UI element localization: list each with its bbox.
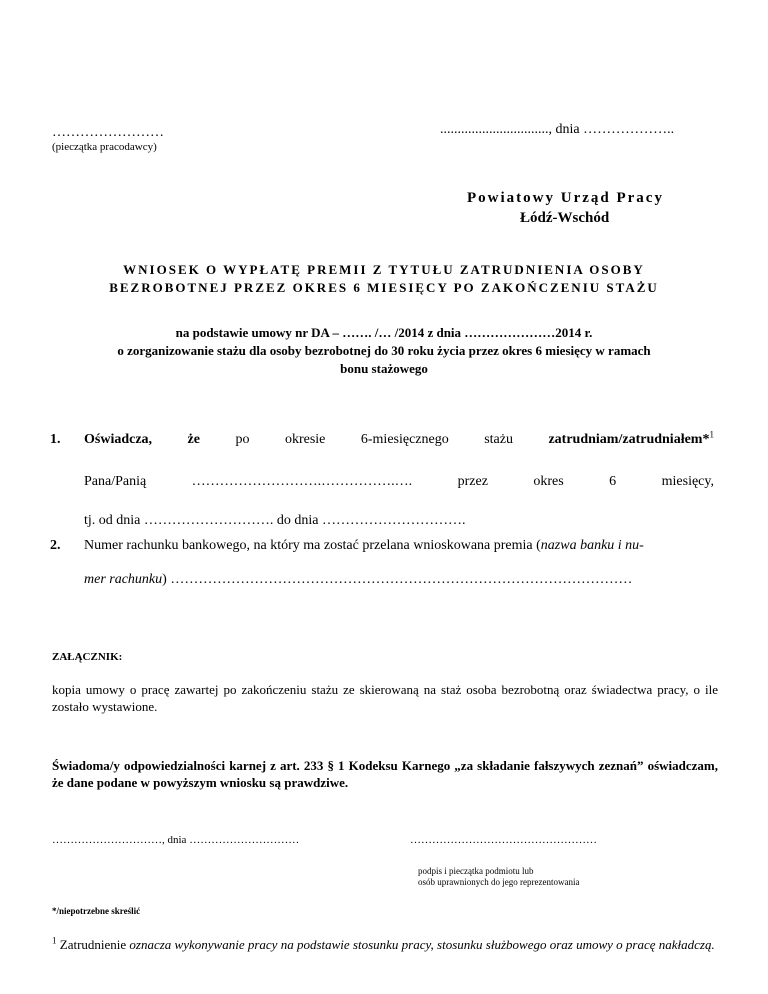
signature-label-line1: podpis i pieczątka podmiotu lub: [418, 866, 534, 876]
document-title-line2: BEZROBOTNEJ PRZEZ OKRES 6 MIESIĘCY PO ZAKOŃCZENIU STAŻU: [109, 280, 659, 295]
signature-line: ……………………………………………: [410, 834, 597, 846]
declaration-text: Świadoma/y odpowiedzialności karnej z art. 233 § 1 Kodeksu Karnego „za składanie fałszywych zeznań” oświadczam, że dane podane w powyższym wniosku są prawdziwe.: [52, 758, 718, 790]
attachment-text: kopia umowy o pracę zawartej po zakończeniu stażu ze skierowaną na staż osoba bezrobotną oraz świadectwa pracy, o ile zostało wystawione.: [52, 682, 718, 714]
stamp-label: (pieczątka pracodawcy): [52, 141, 157, 153]
item1-word: po: [235, 432, 250, 447]
item1-employment-choice: [548, 429, 714, 448]
signature-date-line: …………………………, dnia …………………………: [52, 834, 300, 846]
item1-number: 1.: [50, 432, 61, 447]
item1-word: 6-miesięcznego: [360, 432, 449, 447]
footnote-term: Zatrudnienie: [59, 937, 127, 952]
footnote-1: [52, 937, 715, 953]
item2-italic: mer rachunku: [84, 572, 163, 587]
item1-dates-line: tj. od dnia ………………………. do dnia ………………………….: [84, 513, 466, 528]
item2-number: 2.: [50, 538, 61, 553]
footnote-mark: 1: [52, 935, 57, 946]
document-title-line1: WNIOSEK O WYPŁATĘ PREMII Z TYTUŁU ZATRUDNIENIA OSOBY: [123, 262, 645, 277]
item1-word: 6: [609, 474, 617, 489]
basis-line3: bonu stażowego: [340, 361, 428, 376]
item1-word: stażu: [484, 432, 513, 447]
basis-line1: na podstawie umowy nr DA – ……. /… /2014 z dnia …………………2014 r.: [175, 325, 593, 340]
footnote-definition: oznacza wykonywanie pracy na podstawie stosunku pracy, stosunku służbowego oraz umowy o pracę nakładczą.: [126, 937, 715, 952]
basis-line2: o zorganizowanie stażu dla osoby bezrobotnej do 30 roku życia przez okres 6 miesięcy w ramach: [117, 343, 651, 358]
item2-line2: [84, 572, 632, 588]
strike-note: */niepotrzebne skreślić: [52, 906, 141, 916]
attachment-heading: ZAŁĄCZNIK:: [52, 651, 123, 663]
item1-line2: [84, 474, 714, 490]
item1-word: Pana/Panią: [84, 474, 147, 489]
item1-word: okres: [533, 474, 564, 489]
stamp-dots: ……………………: [52, 125, 164, 140]
item1-word: przez: [457, 474, 488, 489]
item2-italic: nazwa banku i nu-: [540, 538, 644, 553]
signature-label-line2: osób uprawnionych do jego reprezentowania: [418, 877, 580, 887]
item1-word: Oświadcza,: [84, 432, 153, 447]
bank-account-dots: ) ………………………………………………………………………………………: [162, 572, 633, 587]
item2-line1: [84, 538, 644, 554]
date-place-line: ..............................., dnia ………………..: [440, 122, 675, 137]
item1-word: okresie: [284, 432, 326, 447]
person-name-dots: ……………………….…………….….: [191, 474, 413, 489]
item2-text: Numer rachunku bankowego, na który ma zostać przelana wnioskowana premia (: [84, 538, 541, 553]
office-name: Powiatowy Urząd Pracy: [467, 190, 664, 206]
item1-word: że: [187, 432, 200, 447]
office-city: Łódź-Wschód: [520, 210, 610, 226]
employment-choice-text: zatrudniam/zatrudniałem*: [548, 432, 710, 447]
item1-word: miesięcy,: [661, 474, 714, 489]
footnote-ref: 1: [709, 429, 714, 440]
item1-line1: [84, 429, 714, 448]
